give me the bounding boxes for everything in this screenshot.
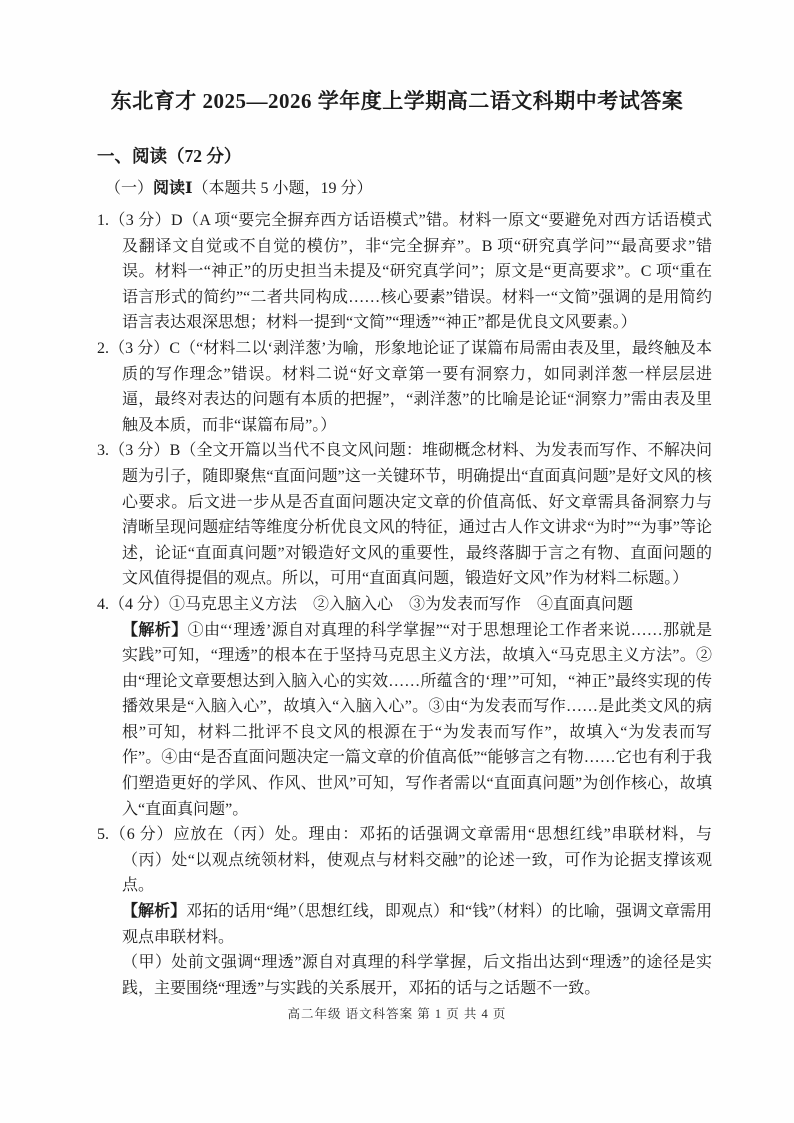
answer-5-analysis (97, 899, 712, 950)
answer-4-analysis (97, 618, 712, 823)
document-body (97, 142, 712, 1001)
answer-1-body: D（A 项“要完全摒弃西方话语模式”错。材料一原文“要避免对西方话语模式及翻译文自觉或不自觉的模仿”，非“完全摒弃”。B 项“研究真学问”“最高要求”错误。材料一“神正”的历史担当未提及“研究真学问”；原文是“更高要求”。C 项“重在语言形式的简约”“二者共同构成……核心要素”错误。材料一“文简”强调的是用简约语言表达艰深思想；材料一提到“文简”“理透”“神正”都是优良文风要素。） (122, 212, 712, 332)
answer-2-score: （3 分） (109, 339, 170, 357)
answer-5-score: （6 分） (109, 826, 174, 844)
answer-5-analysis-body: 邓拓的话用“绳”（思想红线，即观点）和“钱”（材料）的比喻，强调文章需用观点串联材料。 (122, 903, 712, 946)
answer-5-body: 应放在（丙）处。理由：邓拓的话强调文章需用“思想红线”串联材料，与（丙）处“以观点统领材料，使观点与材料交融”的论述一致，可作为论据支撑该观点。 (122, 826, 712, 895)
answer-4-text (97, 592, 712, 618)
answer-3-body: B（全文开篇以当代不良文风问题：堆砌概念材料、为发表而写作、不解决问题为引子，随即聚焦“直面问题”这一关键环节，明确提出“直面真问题”是好文风的核心要求。后文进一步从是否直面问题决定文章的价值高低、好文章需具备洞察力与清晰呈现问题症结等维度分析优良文风的特征，通过古人作文讲求“为时”“为事”等论述，论证“直面真问题”对锻造好文风的重要性，最终落脚于言之有物、直面问题的文风值得提倡的观点。所以，可用“直面真问题，锻造好文风”作为材料二标题。） (122, 442, 712, 588)
answer-item-3 (97, 438, 712, 592)
answer-4-analysis-label: 【解析】 (122, 621, 188, 639)
answer-5-extra-note: （甲）处前文强调“理透”源自对真理的科学掌握，后文指出达到“理透”的途径是实践，主要围绕“理透”与实践的关系展开，邓拓的话与之话题不一致。 (122, 954, 712, 997)
subsection-note: （本题共 5 小题，19 分） (192, 180, 373, 197)
subsection-prefix: （一） (105, 180, 154, 197)
answer-1-score: （3 分） (109, 212, 171, 229)
answer-1-number: 1. (97, 212, 109, 229)
answer-1-text (97, 208, 712, 336)
answer-4-body: ①马克思主义方法 ②入脑入心 ③为发表而写作 ④直面真问题 (169, 595, 634, 613)
answer-4-analysis-body: ①由“‘理透’源自对真理的科学掌握”“对于思想理论工作者来说……那就是实践”可知，“理透”的根本在于坚持马克思主义方法，故填入“马克思主义方法”。②由“理论文章要想达到入脑入心的实效……所蕴含的‘理’”可知，“神正”最终实现的传播效果是“入脑入心”，故填入“入脑入心”。③由“为发表而写作……是此类文风的病根”可知，材料二批评不良文风的根源在于“为发表而写作”，故填入“为发表而写作”。④由“是否直面问题决定一篇文章的价值高低”“能够言之有物……它也有利于我们塑造更好的学风、作风、世风”可知，写作者需以“直面真问题”为创作核心，故填入“直面真问题”。 (122, 621, 712, 818)
answer-2-number: 2. (97, 339, 109, 357)
answer-5-analysis-label: 【解析】 (122, 903, 187, 921)
page-footer: 高二年级 语文科答案 第 1 页 共 4 页 (287, 1007, 507, 1021)
answer-item-5 (97, 822, 712, 1001)
answer-3-number: 3. (97, 442, 109, 460)
answer-4-score: （4 分） (109, 595, 170, 613)
answer-2-body: C（“材料二以‘剥洋葱’为喻，形象地论证了谋篇布局需由表及里，最终触及本质的写作理念”错误。材料二说“好文章第一要有洞察力，如同剥洋葱一样层层进逼，最终对表达的问题有本质的把握”，“剥洋葱”的比喻是论证“洞察力”需由表及里触及本质，而非“谋篇布局”。） (122, 339, 712, 434)
answer-5-text (97, 822, 712, 899)
answer-item-2 (97, 336, 712, 438)
page-title: 东北育才 2025—2026 学年度上学期高二语文科期中考试答案 (110, 89, 684, 113)
answer-5-number: 5. (97, 826, 109, 844)
subsection-heading-reading-1 (105, 175, 712, 202)
answer-3-score: （3 分） (109, 442, 170, 460)
subsection-title: 阅读Ⅰ (153, 180, 193, 197)
answer-item-1 (97, 208, 712, 336)
answer-4-number: 4. (97, 595, 109, 613)
answer-3-text (97, 438, 712, 592)
section-heading-reading: 一、阅读（72 分） (97, 146, 242, 166)
answer-item-4 (97, 592, 712, 822)
answer-2-text (97, 336, 712, 438)
